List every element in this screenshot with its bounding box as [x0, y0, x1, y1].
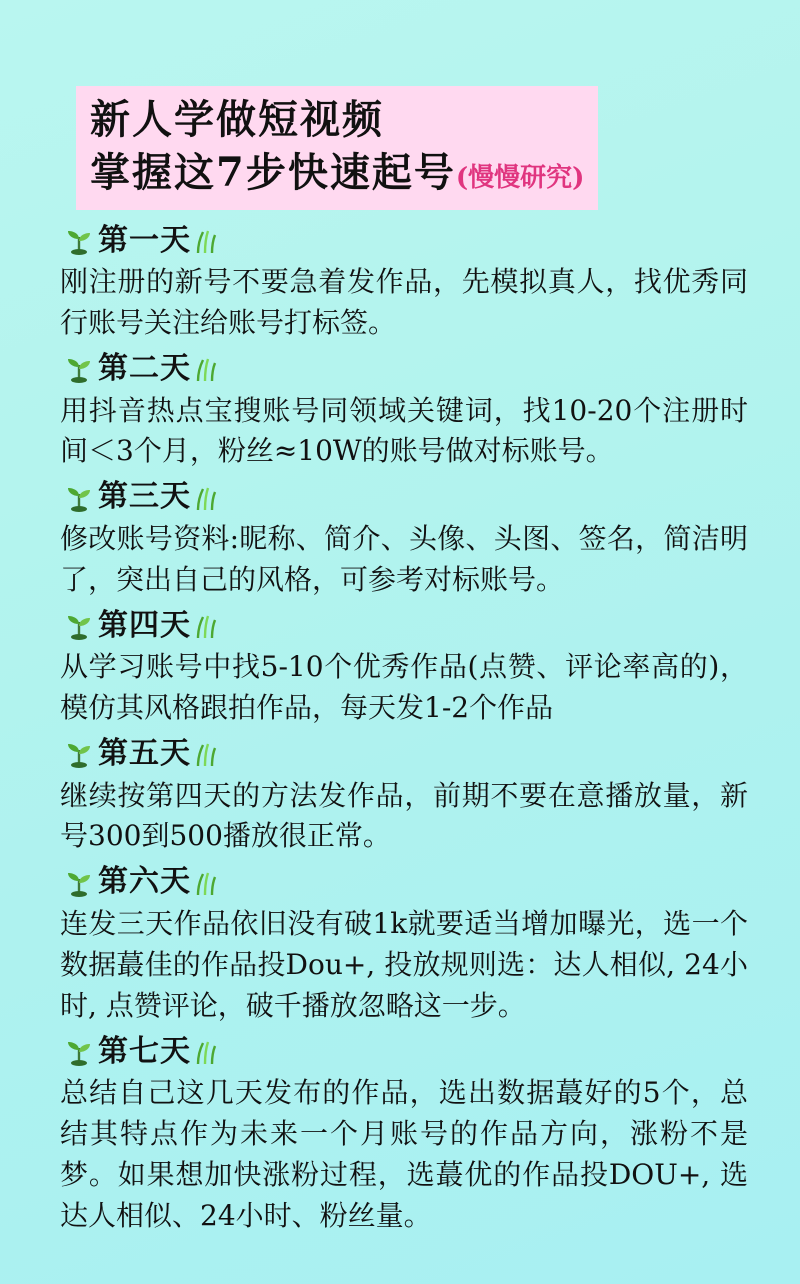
- section-day-3: [52, 476, 748, 600]
- title-line-2: 掌握这7步快速起号: [90, 148, 456, 196]
- day-label-6: 第六天: [98, 864, 191, 900]
- day-heading-1: [52, 220, 748, 263]
- grass-icon: [195, 485, 217, 511]
- day-label-5: 第五天: [98, 735, 191, 771]
- section-day-7: [52, 1031, 748, 1237]
- sprout-icon: [64, 354, 94, 384]
- day-label-3: 第三天: [98, 479, 191, 515]
- grass-icon: [195, 741, 217, 767]
- grass-icon: [195, 870, 217, 896]
- section-day-5: [52, 733, 748, 857]
- section-day-1: [52, 220, 748, 344]
- sprout-icon: [64, 483, 94, 513]
- grass-icon: [195, 613, 217, 639]
- day-heading-5: [52, 733, 748, 776]
- day-heading-3: [52, 476, 748, 519]
- poster-title: [76, 86, 598, 210]
- grass-icon: [195, 1039, 217, 1065]
- day-text-5: 继续按第四天的方法发作品，前期不要在意播放量，新号300到500播放很正常。: [60, 778, 748, 853]
- sprout-icon: [64, 868, 94, 898]
- section-day-6: [52, 861, 748, 1026]
- day-text-4: 从学习账号中找5-10个优秀作品(点赞、评论率高的)，模仿其风格跟拍作品，每天发1-2个作品: [60, 650, 748, 725]
- day-heading-2: [52, 348, 748, 391]
- sprout-icon: [64, 1037, 94, 1067]
- day-label-7: 第七天: [98, 1033, 191, 1069]
- title-note: (慢慢研究): [455, 162, 585, 193]
- day-label-4: 第四天: [98, 607, 191, 643]
- day-heading-4: [52, 605, 748, 648]
- grass-icon: [195, 356, 217, 382]
- day-label-1: 第一天: [98, 222, 191, 258]
- title-line-1: 新人学做短视频: [90, 96, 384, 143]
- day-text-2: 用抖音热点宝搜账号同领域关键词，找10-20个注册时间＜3个月，粉丝≈10W的账号做对标账号。: [60, 393, 748, 468]
- section-day-4: [52, 605, 748, 729]
- section-day-2: [52, 348, 748, 472]
- day-text-6: 连发三天作品依旧没有破1k就要适当增加曝光，选一个数据蕞佳的作品投Dou+, 投放规则选：达人相似, 24小时, 点赞评论，破千播放忽略这一步。: [60, 906, 748, 1022]
- day-heading-6: [52, 861, 748, 904]
- day-text-3: 修改账号资料:昵称、简介、头像、头图、签名，简洁明了，突出自己的风格，可参考对标账号。: [60, 521, 748, 596]
- day-text-7: 总结自己这几天发布的作品，选出数据蕞好的5个，总结其特点作为未来一个月账号的作品方向，涨粉不是梦。如果想加快涨粉过程，选蕞优的作品投DOU+, 选达人相似、24小时、粉丝量。: [60, 1076, 748, 1232]
- day-text-1: 刚注册的新号不要急着发作品，先模拟真人，找优秀同行账号关注给账号打标签。: [60, 265, 748, 340]
- grass-icon: [195, 228, 217, 254]
- sprout-icon: [64, 226, 94, 256]
- day-heading-7: [52, 1031, 748, 1074]
- sprout-icon: [64, 611, 94, 641]
- title-line-2-wrapper: [90, 147, 584, 200]
- sprout-icon: [64, 739, 94, 769]
- day-label-2: 第二天: [98, 350, 191, 386]
